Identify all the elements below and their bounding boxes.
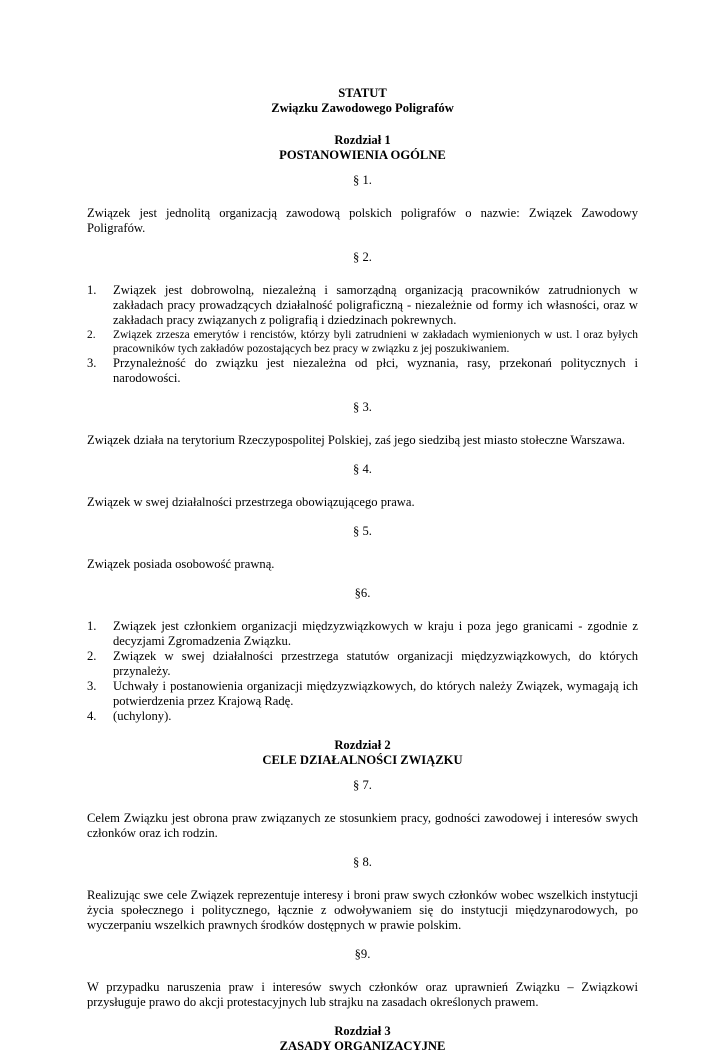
section-text: Związek posiada osobowość prawną. xyxy=(87,557,275,571)
section-text: Związek jest jednolitą organizacją zawodową polskich poligrafów o nazwie: Związek Zawodowy Poligrafów. xyxy=(87,206,638,235)
chapter-number: Rozdział 1 xyxy=(334,133,391,147)
list-number: 1. xyxy=(87,283,97,297)
section-text: Związek działa na terytorium Rzeczypospolitej Polskiej, zaś jego siedzibą jest miasto stołeczne Warszawa. xyxy=(87,433,626,447)
list-item xyxy=(87,679,638,709)
chapter-1-heading xyxy=(87,133,638,163)
list-item xyxy=(87,709,638,724)
section-label: § 3. xyxy=(353,400,372,414)
list-number: 3. xyxy=(87,679,97,693)
title-line-1: STATUT xyxy=(338,86,387,100)
list-number: 2. xyxy=(87,329,96,341)
list-number: 1. xyxy=(87,619,97,633)
section-label: §6. xyxy=(354,586,371,600)
section-text: Związek w swej działalności przestrzega obowiązującego prawa. xyxy=(87,495,415,509)
list-text: (uchylony). xyxy=(113,709,172,723)
list-number: 2. xyxy=(87,649,97,663)
list-item xyxy=(87,619,638,649)
list-text: Związek jest dobrowolną, niezależną i samorządną organizacją pracowników zatrudnionych w zakładach pracy prowadzących działalność poligraficzną - niezależnie od formy ich własności, oraz w zakładach pracy związanych z poligrafią i dziedzinach pokrewnych. xyxy=(113,283,638,327)
section-label: § 1. xyxy=(353,173,372,187)
section-label: § 8. xyxy=(353,855,372,869)
document-title xyxy=(87,86,638,116)
chapter-name: ZASADY ORGANIZACYJNE xyxy=(279,1039,446,1053)
list-item xyxy=(87,283,638,328)
list-text: Przynależność do związku jest niezależna od płci, wyznania, rasy, przekonań politycznych i narodowości. xyxy=(113,356,638,385)
section-label: § 2. xyxy=(353,250,372,264)
title-line-2: Związku Zawodowego Poligrafów xyxy=(271,101,454,115)
chapter-number: Rozdział 3 xyxy=(334,1024,391,1038)
list-number: 4. xyxy=(87,709,97,723)
chapter-number: Rozdział 2 xyxy=(334,738,391,752)
chapter-2-heading xyxy=(87,738,638,768)
chapter-3-heading xyxy=(87,1024,638,1054)
section-list xyxy=(87,283,638,386)
list-number: 3. xyxy=(87,356,97,370)
list-item xyxy=(87,649,638,679)
list-item xyxy=(87,356,638,386)
section-list xyxy=(87,619,638,724)
list-text: Związek w swej działalności przestrzega statutów organizacji międzyzwiązkowych, do których przynależy. xyxy=(113,649,638,678)
section-text: Celem Związku jest obrona praw związanych ze stosunkiem pracy, godności zawodowej i interesów swych członków oraz ich rodzin. xyxy=(87,811,638,840)
list-text: Związek zrzesza emerytów i rencistów, którzy byli zatrudnieni w zakładach wymienionych w ust. l oraz byłych pracowników tych zakładów pozostających bez pracy w związku z jej poszukiwaniem. xyxy=(113,329,638,355)
document-body xyxy=(87,86,638,1064)
section-label: § 4. xyxy=(353,462,372,476)
section-text: W przypadku naruszenia praw i interesów swych członków oraz uprawnień Związku – Związkowi przysługuje prawo do akcji protestacyjnych lub strajku na zasadach określonych prawem. xyxy=(87,980,638,1009)
list-item xyxy=(87,328,638,356)
list-text: Uchwały i postanowienia organizacji międzyzwiązkowych, do których należy Związek, wymagają ich potwierdzenia przez Krajową Radę. xyxy=(113,679,638,708)
section-label: § 5. xyxy=(353,524,372,538)
list-text: Związek jest członkiem organizacji międzyzwiązkowych w kraju i poza jego granicami - zgodnie z decyzjami Zgromadzenia Związku. xyxy=(113,619,638,648)
section-label: §9. xyxy=(354,947,371,961)
section-label: § 7. xyxy=(353,778,372,792)
section-text: Realizując swe cele Związek reprezentuje interesy i broni praw swych członków wobec wszelkich instytucji życia społecznego i politycznego, łącznie z odwoływaniem się do instytucji międzynarodowych, po wyczerpaniu wszelkich prawnych środków dostępnych w prawie polskim. xyxy=(87,888,638,932)
chapter-name: POSTANOWIENIA OGÓLNE xyxy=(279,148,446,162)
chapter-name: CELE DZIAŁALNOŚCI ZWIĄZKU xyxy=(262,753,463,767)
